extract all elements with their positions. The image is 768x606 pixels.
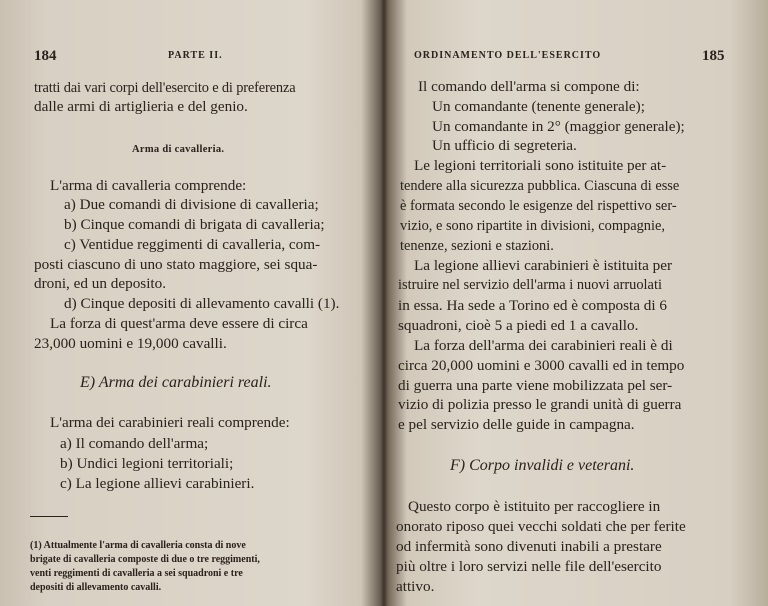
- text-line: L'arma dei carabinieri reali comprende:: [50, 414, 290, 431]
- text-line: 23,000 uomini e 19,000 cavalli.: [34, 335, 227, 352]
- text-line: squadroni, cioè 5 a piedi ed 1 a cavallo.: [398, 317, 639, 334]
- left-page: [0, 0, 380, 606]
- text-line: Il comando dell'arma si compone di:: [418, 78, 640, 95]
- text-line: tendere alla sicurezza pubblica. Ciascuna di esse: [400, 178, 680, 194]
- page-number-right: 185: [702, 48, 725, 64]
- footnote-rule: [30, 516, 68, 517]
- text-line: di guerra una parte viene mobilizzata pel ser-: [398, 377, 673, 394]
- text-line: vizio, e sono ripartite in divisioni, compagnie,: [400, 218, 665, 234]
- text-line: è formata secondo le esigenze del rispettivo ser-: [400, 198, 677, 214]
- text-line: droni, ed un deposito.: [34, 275, 167, 292]
- text-line: L'arma di cavalleria comprende:: [50, 177, 247, 194]
- running-head-right: ORDINAMENTO DELL'ESERCITO: [414, 50, 602, 61]
- text-line: vizio di polizia presso le grandi unità di guerra: [398, 396, 682, 413]
- list-item: c) Ventidue reggimenti di cavalleria, com-: [64, 236, 321, 253]
- page-number-left: 184: [34, 48, 57, 64]
- right-page: [386, 0, 768, 606]
- text-line: Un ufficio di segreteria.: [432, 137, 577, 154]
- text-line: od infermità sono divenuti inabili a prestare: [396, 538, 662, 555]
- text-line: tenenze, sezioni e stazioni.: [400, 238, 554, 254]
- list-item: b) Undici legioni territoriali;: [60, 455, 234, 472]
- text-line: attivo.: [396, 578, 435, 595]
- list-item: d) Cinque depositi di allevamento cavalli (1).: [64, 295, 340, 312]
- text-line: istruire nel servizio dell'arma i nuovi arruolati: [398, 277, 662, 293]
- text-line: e pel servizio delle guide in campagna.: [398, 416, 635, 433]
- text-line: La forza di quest'arma deve essere di circa: [50, 315, 308, 332]
- list-item: a) Due comandi di divisione di cavalleria;: [64, 196, 319, 213]
- list-item: a) Il comando dell'arma;: [60, 435, 209, 452]
- footnote-line: (1) Attualmente l'arma di cavalleria consta di nove: [30, 540, 246, 551]
- text-line: La legione allievi carabinieri è istituita per: [414, 257, 673, 274]
- text-line: Le legioni territoriali sono istituite per at-: [414, 157, 667, 174]
- text-line: Un comandante (tenente generale);: [432, 98, 645, 115]
- text-line: in essa. Ha sede a Torino ed è composta di 6: [398, 297, 668, 314]
- footnote-line: depositi di allevamento cavalli.: [30, 582, 162, 593]
- text-line: posti ciascuno di uno stato maggiore, sei squa-: [34, 256, 318, 273]
- text-line: più oltre i loro servizi nelle file dell'esercito: [396, 558, 662, 575]
- section-heading: F) Corpo invalidi e veterani.: [450, 457, 635, 474]
- text-line: tratti dai vari corpi dell'esercito e di preferenza: [34, 80, 296, 96]
- text-line: La forza dell'arma dei carabinieri reali è di: [414, 337, 673, 354]
- text-line: Questo corpo è istituito per raccogliere in: [408, 498, 661, 515]
- section-heading: E) Arma dei carabinieri reali.: [80, 374, 272, 391]
- footnote-line: venti reggimenti di cavalleria a sei squadroni e tre: [30, 568, 243, 579]
- text-line: Un comandante in 2° (maggior generale);: [432, 118, 685, 135]
- section-heading: Arma di cavalleria.: [132, 144, 225, 155]
- text-line: dalle armi di artiglieria e del genio.: [34, 98, 248, 115]
- running-head-left: PARTE II.: [168, 50, 223, 61]
- footnote-line: brigate di cavalleria composte di due o tre reggimenti,: [30, 554, 260, 565]
- list-item: c) La legione allievi carabinieri.: [60, 475, 255, 492]
- text-line: circa 20,000 uomini e 3000 cavalli ed in tempo: [398, 357, 685, 374]
- text-line: onorato riposo quei vecchi soldati che per ferite: [396, 518, 686, 535]
- list-item: b) Cinque comandi di brigata di cavalleria;: [64, 216, 325, 233]
